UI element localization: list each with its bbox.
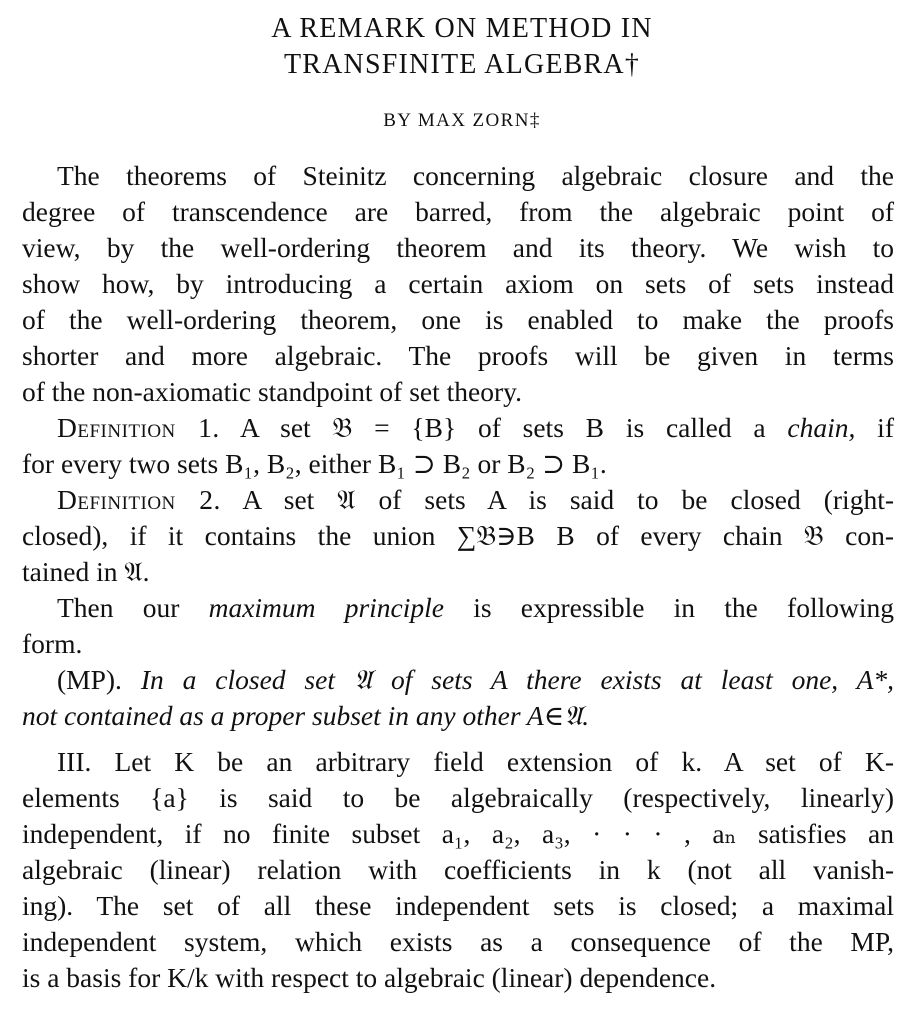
p1-line-1: The theorems of Steinitz concerning algebraic closure and the: [57, 160, 894, 191]
p3-line-1: III. Let K be an arbitrary field extension of k. A set of K-: [57, 746, 894, 777]
p1-line-6: shorter and more algebraic. The proofs will be given in terms: [22, 340, 894, 371]
definition-1-line-2: for every two sets B₁, B₂, either B₁ ⊃ B₂ or B₂ ⊃ B₁.: [22, 448, 607, 479]
mp-intro-term: maximum principle: [208, 592, 444, 623]
p3-line-5: ing). The set of all these independent sets is closed; a maximal: [22, 890, 894, 921]
byline: BY MAX ZORN‡: [383, 110, 541, 131]
mp-statement-1: In a closed set 𝔄 of sets A there exists at least one, A*,: [140, 664, 895, 695]
definition-2-line-3: tained in 𝔄.: [22, 556, 150, 587]
mp-intro-line-1: [57, 592, 894, 624]
mp-line-2: not contained as a proper subset in any other A∈𝔄.: [22, 700, 590, 731]
definition-1-line-1: [57, 412, 894, 444]
p3-line-7: is a basis for K/k with respect to algebraic (linear) dependence.: [22, 962, 717, 993]
mp-intro-text-b: is expressible in the following: [444, 592, 894, 623]
definition-2-label: Definition 2.: [57, 484, 221, 515]
definition-1-term: chain,: [787, 412, 856, 443]
p3-line-4: algebraic (linear) relation with coefficients in k (not all vanish-: [22, 854, 894, 885]
p1-line-7: of the non-axiomatic standpoint of set theory.: [22, 376, 522, 407]
p3-line-2: elements {a} is said to be algebraically (respectively, linearly): [22, 782, 894, 813]
mp-intro-text-a: Then our: [57, 592, 209, 623]
title-line-1: A REMARK ON METHOD IN: [271, 13, 653, 44]
definition-1-text-end: if: [855, 412, 894, 443]
mp-label: (MP).: [57, 664, 122, 695]
definition-2-text: A set 𝔄 of sets A is said to be closed (right-: [242, 484, 894, 515]
p3-line-3: independent, if no finite subset a₁, a₂, a₃, · · · , aₙ satisfies an: [22, 818, 894, 849]
p3-line-6: independent system, which exists as a consequence of the MP,: [22, 926, 894, 957]
definition-2-line-1: [57, 484, 894, 516]
p1-line-3: view, by the well-ordering theorem and its theory. We wish to: [22, 232, 894, 263]
p1-line-5: of the well-ordering theorem, one is enabled to make the proofs: [22, 304, 894, 335]
p1-line-4: show how, by introducing a certain axiom on sets of sets instead: [22, 268, 894, 299]
title-line-2: TRANSFINITE ALGEBRA†: [283, 49, 641, 80]
mp-intro-line-2: form.: [22, 628, 83, 659]
p1-line-2: degree of transcendence are barred, from the algebraic point of: [22, 196, 894, 227]
mp-line-1: [57, 664, 894, 696]
definition-2-line-2: closed), if it contains the union ∑𝔅∋B B of every chain 𝔅 con-: [22, 520, 894, 551]
definition-1-label: Definition 1.: [57, 412, 220, 443]
definition-1-text: A set 𝔅 = {B} of sets B is called a: [239, 412, 788, 443]
